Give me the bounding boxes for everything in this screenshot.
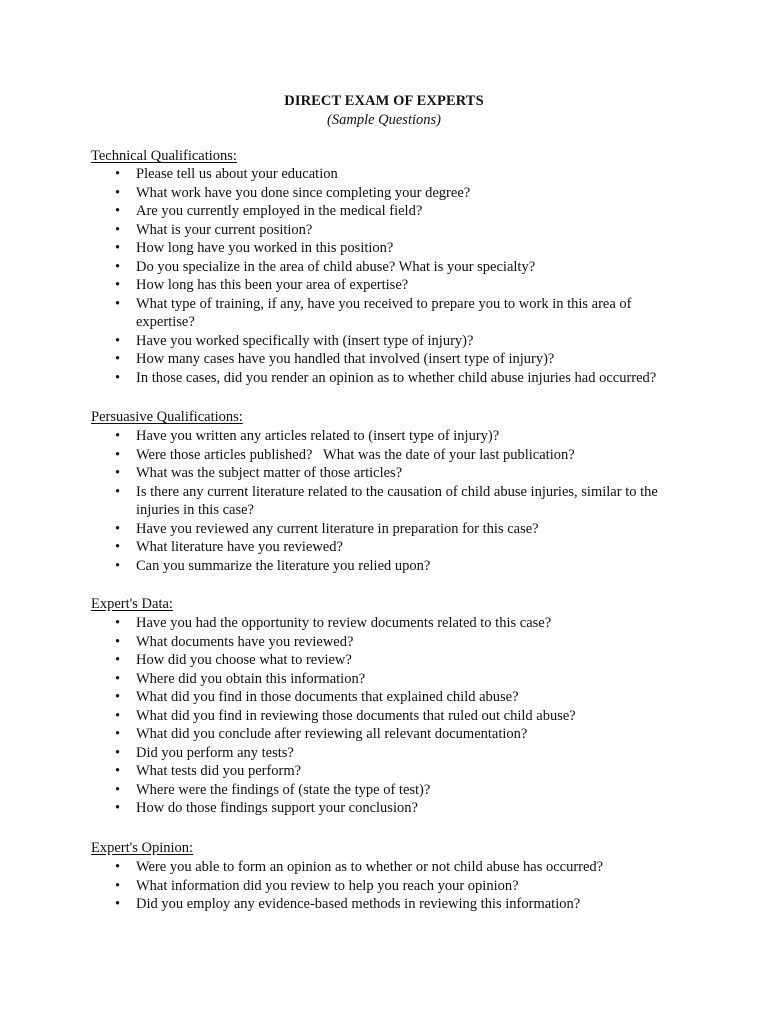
bullet-icon: •: [115, 877, 121, 894]
section-heading-experts-opinion: Expert's Opinion:: [91, 840, 194, 856]
list-item-text: How long have you worked in this position?: [136, 240, 394, 256]
list-item: [91, 877, 691, 896]
list-item-text: Did you employ any evidence-based methods in reviewing this information?: [136, 896, 581, 912]
list-item: [91, 762, 691, 781]
page-title: DIRECT EXAM OF EXPERTS: [284, 93, 484, 109]
list-item: [91, 799, 691, 818]
list-item: [91, 202, 691, 221]
bullet-icon: •: [115, 258, 121, 275]
bullet-icon: •: [115, 520, 121, 537]
bullet-icon: •: [115, 615, 121, 631]
list-item: [91, 276, 691, 295]
list-item: [91, 651, 691, 670]
list-item-text: Is there any current literature related to the causation of child abuse injuries, similar to the injuries in this case?: [136, 483, 658, 518]
bullet-icon: •: [115, 465, 121, 481]
list-item-text: In those cases, did you render an opinion as to whether child abuse injuries had occurred?: [136, 369, 657, 386]
list-item-text: What did you find in reviewing those documents that ruled out child abuse?: [136, 707, 576, 724]
list-item: [91, 707, 691, 726]
list-item-text: What is your current position?: [136, 221, 313, 238]
bullet-icon: •: [115, 859, 121, 875]
bullet-icon: •: [115, 763, 121, 779]
list-item-text: Can you summarize the literature you relied upon?: [136, 557, 431, 574]
bullet-icon: •: [115, 539, 121, 555]
bullet-icon: •: [115, 689, 121, 705]
bullet-icon: •: [115, 295, 121, 312]
bullet-icon: •: [115, 277, 121, 293]
bullet-icon: •: [115, 332, 121, 349]
list-item-text: How do those findings support your conclusion?: [136, 800, 418, 816]
list-item-text: Where did you obtain this information?: [136, 670, 366, 687]
list-item-text: Did you perform any tests?: [136, 744, 294, 761]
list-item: [91, 858, 691, 877]
bullet-icon: •: [115, 707, 121, 724]
list-item: [91, 725, 691, 744]
bullet-icon: •: [115, 726, 121, 742]
list-item: [91, 350, 691, 369]
list-item-text: Where were the findings of (state the type of test)?: [136, 781, 431, 798]
list-item-text: Have you written any articles related to (insert type of injury)?: [136, 428, 500, 444]
section-heading-technical-qualifications: Technical Qualifications:: [91, 148, 237, 164]
bullet-icon: •: [115, 184, 121, 201]
bullet-icon: •: [115, 633, 121, 650]
list-item: [91, 184, 691, 203]
list-item-text: Do you specialize in the area of child abuse? What is your specialty?: [136, 258, 536, 275]
bullet-icon: •: [115, 166, 121, 182]
list-item: [91, 165, 691, 184]
section-heading-persuasive-qualifications: Persuasive Qualifications:: [91, 409, 243, 425]
list-item: [91, 633, 691, 652]
bullet-icon: •: [115, 203, 121, 219]
list-item: [91, 520, 691, 539]
list-item: [91, 446, 691, 465]
list-item-text: What was the subject matter of those articles?: [136, 465, 403, 481]
bullet-icon: •: [115, 557, 121, 574]
bullet-icon: •: [115, 483, 121, 500]
bullet-icon: •: [115, 240, 121, 256]
list-item-text: How long has this been your area of expertise?: [136, 277, 409, 293]
list-item-text: Were you able to form an opinion as to whether or not child abuse has occurred?: [136, 859, 604, 875]
list-item-text: What information did you review to help you reach your opinion?: [136, 877, 519, 894]
bullet-icon: •: [115, 896, 121, 912]
list-item: [91, 427, 691, 446]
list-item-text: Have you worked specifically with (insert type of injury)?: [136, 332, 474, 349]
list-item: [91, 464, 691, 483]
list-item: [91, 258, 691, 277]
list-item: [91, 221, 691, 240]
list-item: [91, 744, 691, 763]
list-experts-opinion: [91, 858, 691, 914]
list-item: [91, 538, 691, 557]
list-item-text: Have you had the opportunity to review documents related to this case?: [136, 615, 552, 631]
list-item: [91, 614, 691, 633]
list-item-text: How did you choose what to review?: [136, 652, 352, 668]
list-item: [91, 239, 691, 258]
list-item: [91, 295, 691, 332]
page-subtitle: (Sample Questions): [327, 112, 441, 128]
list-item: [91, 688, 691, 707]
list-persuasive-qualifications: [91, 427, 691, 575]
bullet-icon: •: [115, 744, 121, 761]
list-item-text: How many cases have you handled that involved (insert type of injury)?: [136, 351, 555, 367]
bullet-icon: •: [115, 428, 121, 444]
list-item-text: What did you conclude after reviewing all relevant documentation?: [136, 726, 528, 742]
section-heading-experts-data: Expert's Data:: [91, 596, 173, 612]
list-item: [91, 332, 691, 351]
list-item: [91, 670, 691, 689]
list-item-text: What work have you done since completing your degree?: [136, 184, 471, 201]
bullet-icon: •: [115, 221, 121, 238]
list-experts-data: [91, 614, 691, 818]
bullet-icon: •: [115, 652, 121, 668]
list-item-text: Were those articles published? What was the date of your last publication?: [136, 446, 575, 463]
bullet-icon: •: [115, 446, 121, 463]
list-item-text: What literature have you reviewed?: [136, 539, 343, 555]
list-item-text: What tests did you perform?: [136, 763, 302, 779]
list-item-text: What type of training, if any, have you received to prepare you to work in this area of expertise?: [136, 295, 632, 330]
list-item-text: Please tell us about your education: [136, 166, 338, 182]
list-item-text: Have you reviewed any current literature in preparation for this case?: [136, 520, 539, 537]
list-item: [91, 781, 691, 800]
bullet-icon: •: [115, 800, 121, 816]
list-item-text: Are you currently employed in the medical field?: [136, 203, 423, 219]
list-item-text: What did you find in those documents that explained child abuse?: [136, 689, 519, 705]
list-technical-qualifications: [91, 165, 691, 387]
list-item: [91, 369, 691, 388]
list-item-text: What documents have you reviewed?: [136, 633, 354, 650]
list-item: [91, 557, 691, 576]
bullet-icon: •: [115, 670, 121, 687]
bullet-icon: •: [115, 369, 121, 386]
list-item: [91, 895, 691, 914]
bullet-icon: •: [115, 781, 121, 798]
bullet-icon: •: [115, 351, 121, 367]
list-item: [91, 483, 691, 520]
